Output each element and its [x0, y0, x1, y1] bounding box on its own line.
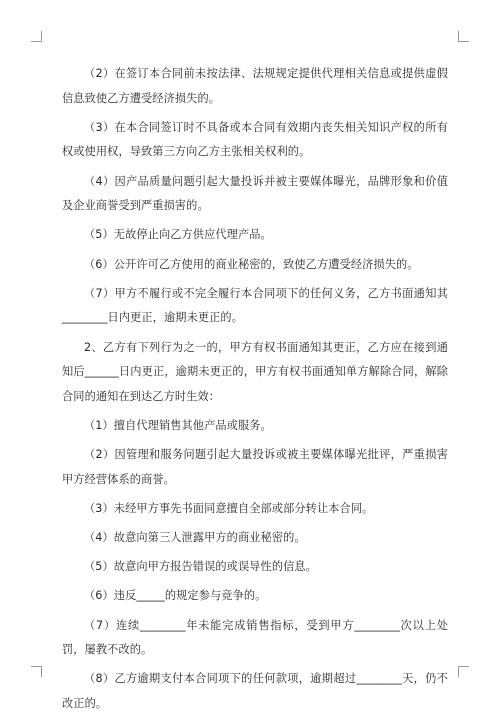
crop-mark-bottom-right	[458, 666, 469, 677]
crop-mark-top-left	[31, 31, 42, 42]
paragraph-party-a-clause-6: （6）公开许可乙方使用的商业秘密的，致使乙方遭受经济损失的。	[84, 257, 419, 271]
paragraph-party-b-clause-7: （7）连续________年未能完成销售指标，受到甲方________次以上处罚，屡教不改的。	[62, 618, 448, 657]
paragraph-section-2-intro: 2、乙方有下列行为之一的，甲方有权书面通知其更正，乙方应在接到通知后______日内更正，逾期未更正的，甲方有权书面通知单方解除合同，解除合同的通知在到达乙方时生效：	[62, 340, 448, 403]
paragraph-party-b-clause-8: （8）乙方逾期支付本合同项下的任何款项，逾期超过________天，仍不改正的。	[62, 672, 448, 710]
paragraph-party-b-clause-2: （2）因管理和服务问题引起大量投诉或被主要媒体曝光批评，严重损害甲方经营体系的商誉。	[62, 448, 448, 486]
paragraph-party-a-clause-7: （7）甲方不履行或不完全履行本合同项下的任何义务，乙方书面通知其________日内更正，逾期未更正的。	[62, 286, 448, 325]
paragraph-party-b-clause-6: （6）违反_____的规定参与竞争的。	[84, 589, 267, 603]
paragraph-party-a-clause-4: （4）因产品质量问题引起大量投诉并被主要媒体曝光，品牌形象和价值及企业商誉受到严重损害的。	[62, 174, 448, 213]
paragraph-party-a-clause-3: （3）在本合同签订时不具备或本合同有效期内丧失相关知识产权的所有权或使用权，导致第三方向乙方主张相关权利的。	[62, 120, 448, 159]
paragraph-party-a-clause-5: （5）无故停止向乙方供应代理产品。	[84, 228, 272, 242]
crop-mark-top-right	[458, 31, 469, 42]
paragraph-party-b-clause-3: （3）未经甲方事先书面同意擅自全部或部分转让本合同。	[84, 501, 374, 515]
document-body	[62, 62, 448, 721]
paragraph-party-b-clause-4: （4）故意向第三人泄露甲方的商业秘密的。	[84, 531, 306, 545]
paragraph-party-b-clause-1: （1）擅自代理销售其他产品或服务。	[84, 418, 272, 432]
paragraph-party-a-clause-2: （2）在签订本合同前未按法律、法规规定提供代理相关信息或提供虚假信息致使乙方遭受经济损失的。	[62, 67, 448, 105]
paragraph-party-b-clause-5: （5）故意向甲方报告错误的或误导性的信息。	[84, 560, 317, 574]
crop-mark-bottom-left	[31, 666, 42, 677]
